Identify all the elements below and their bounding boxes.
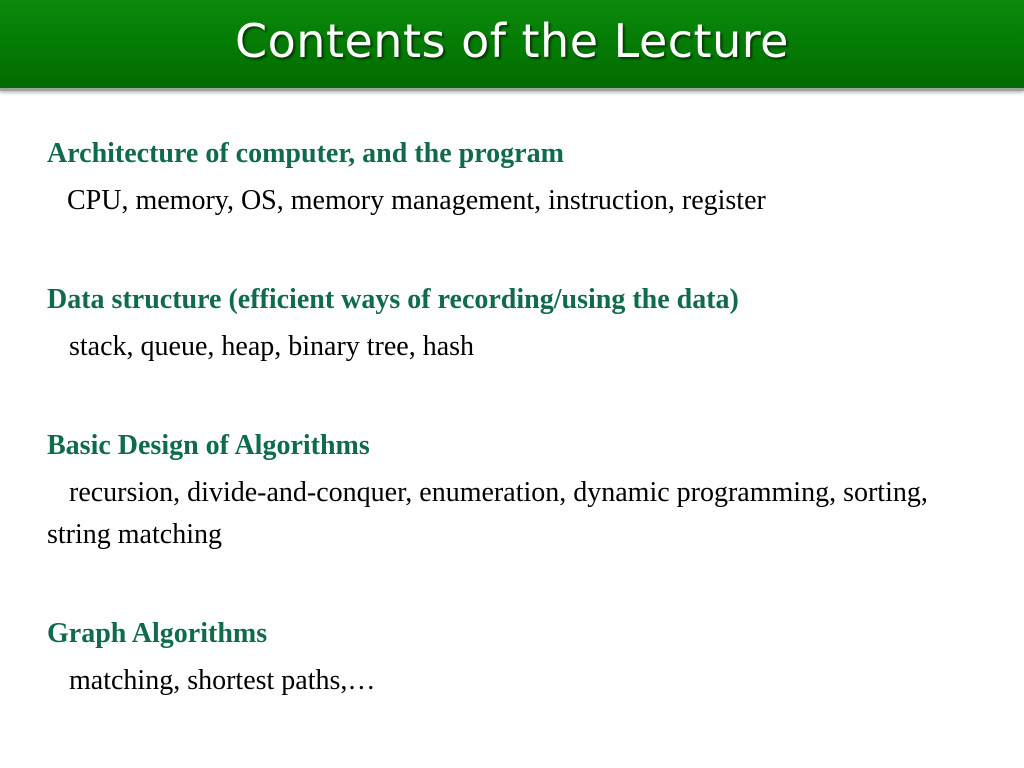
section-detail: stack, queue, heap, binary tree, hash <box>69 331 475 362</box>
section-heading: Basic Design of Algorithms <box>47 430 370 461</box>
spacer <box>47 368 967 426</box>
section-heading: Graph Algorithms <box>47 618 268 649</box>
spacer <box>47 222 967 280</box>
section-heading: Data structure (efficient ways of recording/using the data) <box>47 284 739 315</box>
section-architecture <box>47 134 967 222</box>
section-graph-algorithms <box>47 614 967 702</box>
content-area <box>47 134 967 702</box>
section-detail: recursion, divide-and-conquer, enumeration, dynamic programming, sorting, string matching <box>47 477 928 550</box>
section-data-structure <box>47 280 967 368</box>
slide-title: Contents of the Lecture <box>235 14 789 68</box>
section-detail: matching, shortest paths,… <box>69 665 376 696</box>
section-detail: CPU, memory, OS, memory management, instruction, register <box>67 185 766 216</box>
spacer <box>47 556 967 614</box>
section-algorithm-design <box>47 426 967 556</box>
title-bar <box>0 0 1024 91</box>
section-heading: Architecture of computer, and the program <box>47 138 564 169</box>
